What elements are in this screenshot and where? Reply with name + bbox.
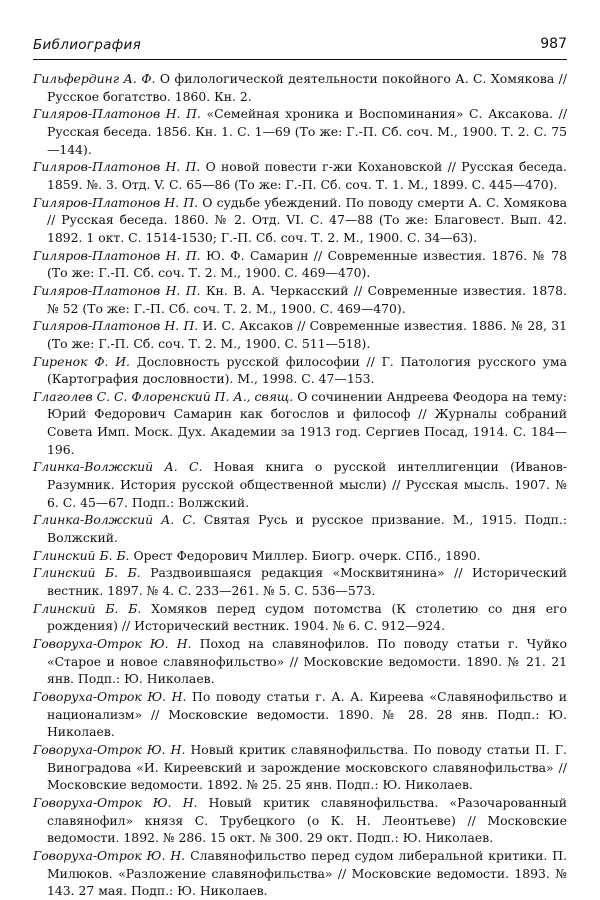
entry-author: Гиренок Ф. И.: [33, 353, 130, 369]
entry-text: Ю. Ф. Самарин // Современные известия. 1876. № 78 (То же: Г.-П. Сб. соч. Т. 2. М., 1900. С. 469—470).: [47, 247, 567, 281]
entry-text: Орест Федорович Миллер. Биогр. очерк. СПб., 1890.: [129, 547, 481, 563]
entry-author: Глинский Б. Б.: [33, 600, 142, 616]
entry-text: О новой повести г-жи Кохановской // Русская беседа. 1859. №. 3. Отд. V. С. 65—86 (То же: Г.-П. Сб. соч. Т. 1. М., 1899. С. 445—470).: [47, 159, 567, 192]
bibliography-entry: [33, 105, 567, 158]
bibliography-entry: [33, 158, 567, 193]
entry-text: По поводу статьи г. А. А. Киреева «Славянофильство и национализм» // Московские ведомости. 1890. № 28. 28 янв. Подп.: Ю. Николаев.: [47, 688, 568, 740]
bibliography-entry: [33, 688, 567, 741]
section-title: Библиография: [33, 37, 141, 53]
entry-text: Хомяков перед судом потомства (К столетию со дня его рождения) // Исторический вестник. 1904. № 6. С. 912—924.: [47, 600, 567, 634]
entry-author: Гиляров-Платонов Н. П.: [33, 194, 199, 210]
bibliography-entry: [33, 741, 567, 794]
entry-text: О филологической деятельности покойного А. С. Хомякова // Русское богатство. 1860. Кн. 2.: [47, 71, 568, 104]
bibliography-list: [33, 70, 567, 900]
entry-author: Говоруха-Отрок Ю. Н.: [33, 794, 198, 810]
entry-text: Новый критик славянофильства. По поводу статьи П. Г. Виноградова «И. Киреевский и зарождение московского славянофильства» // Московские ведомости. 1892. № 25. 25 янв. Подп.: Ю. Николаев.: [47, 741, 567, 793]
entry-author: Гиляров-Платонов Н. П.: [33, 106, 201, 122]
bibliography-entry: [33, 317, 567, 352]
entry-author: Говоруха-Отрок Ю. Н.: [33, 741, 186, 757]
entry-text: Новый критик славянофильства. «Разочарованный славянофил» князя С. Трубецкого (о К. Н. Леонтьеве) // Московские ведомости. 1892. № 286. 15 окт. № 300. 29 окт. Подп.: Ю. Николаев.: [47, 794, 568, 846]
entry-author: Гиляров-Платонов Н. П.: [33, 282, 201, 298]
entry-text: Дословность русской философии // Г. Патология русского ума (Картография дословности). М., 1998. С. 47—153.: [47, 353, 567, 387]
bibliography-entry: [33, 388, 567, 459]
entry-text: «Семейная хроника и Воспоминания» С. Аксакова. // Русская беседа. 1856. Кн. 1. С. 1—69 (То же: Г.-П. Сб. соч. М., 1900. Т. 2. С. 75—144).: [47, 106, 567, 157]
entry-author: Глинский Б. Б.: [33, 547, 130, 563]
entry-author: Гиляров-Платонов Н. П.: [33, 247, 201, 263]
bibliography-entry: [33, 353, 567, 388]
bibliography-entry: [33, 511, 567, 546]
bibliography-entry: [33, 847, 567, 900]
bibliography-entry: [33, 547, 567, 565]
entry-text: Раздвоившаяся редакция «Москвитянина» // Исторический вестник. 1897. № 4. С. 233—261. № 5. С. 536—573.: [47, 565, 568, 599]
entry-author: Гиляров-Платонов Н. П.: [33, 159, 201, 175]
entry-text: О судьбе убеждений. По поводу смерти А. С. Хомякова // Русская беседа. 1860. № 2. Отд. VI. С. 47—88 (То же: Благовест. Вып. 42. 1892. 1 окт. С. 1514-1530; Г.-П. Сб. соч. Т. 2. М., 1900. С. 34—63).: [47, 194, 567, 245]
entry-author: Глинский Б. Б.: [33, 565, 141, 581]
entry-author: Глинка-Волжский А. С.: [33, 512, 196, 528]
bibliography-entry: [33, 247, 567, 282]
entry-text: Святая Русь и русское призвание. М., 1915. Подп.: Волжский.: [47, 512, 567, 546]
bibliography-entry: [33, 458, 567, 511]
entry-text: Поход на славянофилов. По поводу статьи г. Чуйко «Старое и новое славянофильство» // Московские ведомости. 1890. № 21. 21 янв. Подп.: Ю. Николаев.: [47, 636, 567, 687]
entry-author: Гиляров-Платонов Н. П.: [33, 318, 199, 334]
entry-text: И. С. Аксаков // Современные известия. 1886. № 28, 31 (То же: Г.-П. Сб. соч. Т. 2. М., 1900. С. 511—518).: [47, 318, 567, 351]
bibliography-entry: [33, 194, 567, 247]
bibliography-entry: [33, 70, 567, 105]
entry-text: О сочинении Андреева Феодора на тему: Юрий Федорович Самарин как богослов и философ // Журналы собраний Совета Имп. Моск. Дух. Академии за 1913 год. Сергиев Посад, 1914. С. 184—196.: [47, 388, 567, 457]
entry-text: Славянофильство перед судом либеральной критики. П. Милюков. «Разложение славянофильства» // Московские ведомости. 1893. № 143. 27 мая. Подп.: Ю. Николаев.: [47, 847, 567, 899]
bibliography-entry: [33, 600, 567, 635]
entry-author: Глаголев С. С. Флоренский П. А., свящ.: [33, 388, 294, 404]
entry-text: Новая книга о русской интеллигенции (Иванов-Разумник. История русской общественной мысли) // Русская мысль. 1907. № 6. С. 45—67. Подп.: Волжский.: [47, 459, 567, 510]
bibliography-entry: [33, 635, 567, 688]
bibliography-entry: [33, 564, 567, 599]
running-header: [33, 33, 567, 60]
entry-author: Гильфердинг А. Ф.: [33, 71, 156, 86]
entry-author: Говоруха-Отрок Ю. Н.: [33, 688, 187, 704]
entry-text: Кн. В. А. Черкасский // Современные известия. 1878. № 52 (То же: Г.-П. Сб. соч. Т. 2. М., 1900. С. 469—470).: [47, 282, 567, 316]
page-number: 987: [540, 36, 567, 52]
entry-author: Глинка-Волжский А. С.: [33, 459, 203, 475]
bibliography-entry: [33, 282, 567, 317]
bibliography-entry: [33, 794, 567, 847]
entry-author: Говоруха-Отрок Ю. Н.: [33, 847, 186, 863]
entry-author: Говоруха-Отрок Ю. Н.: [33, 636, 192, 651]
